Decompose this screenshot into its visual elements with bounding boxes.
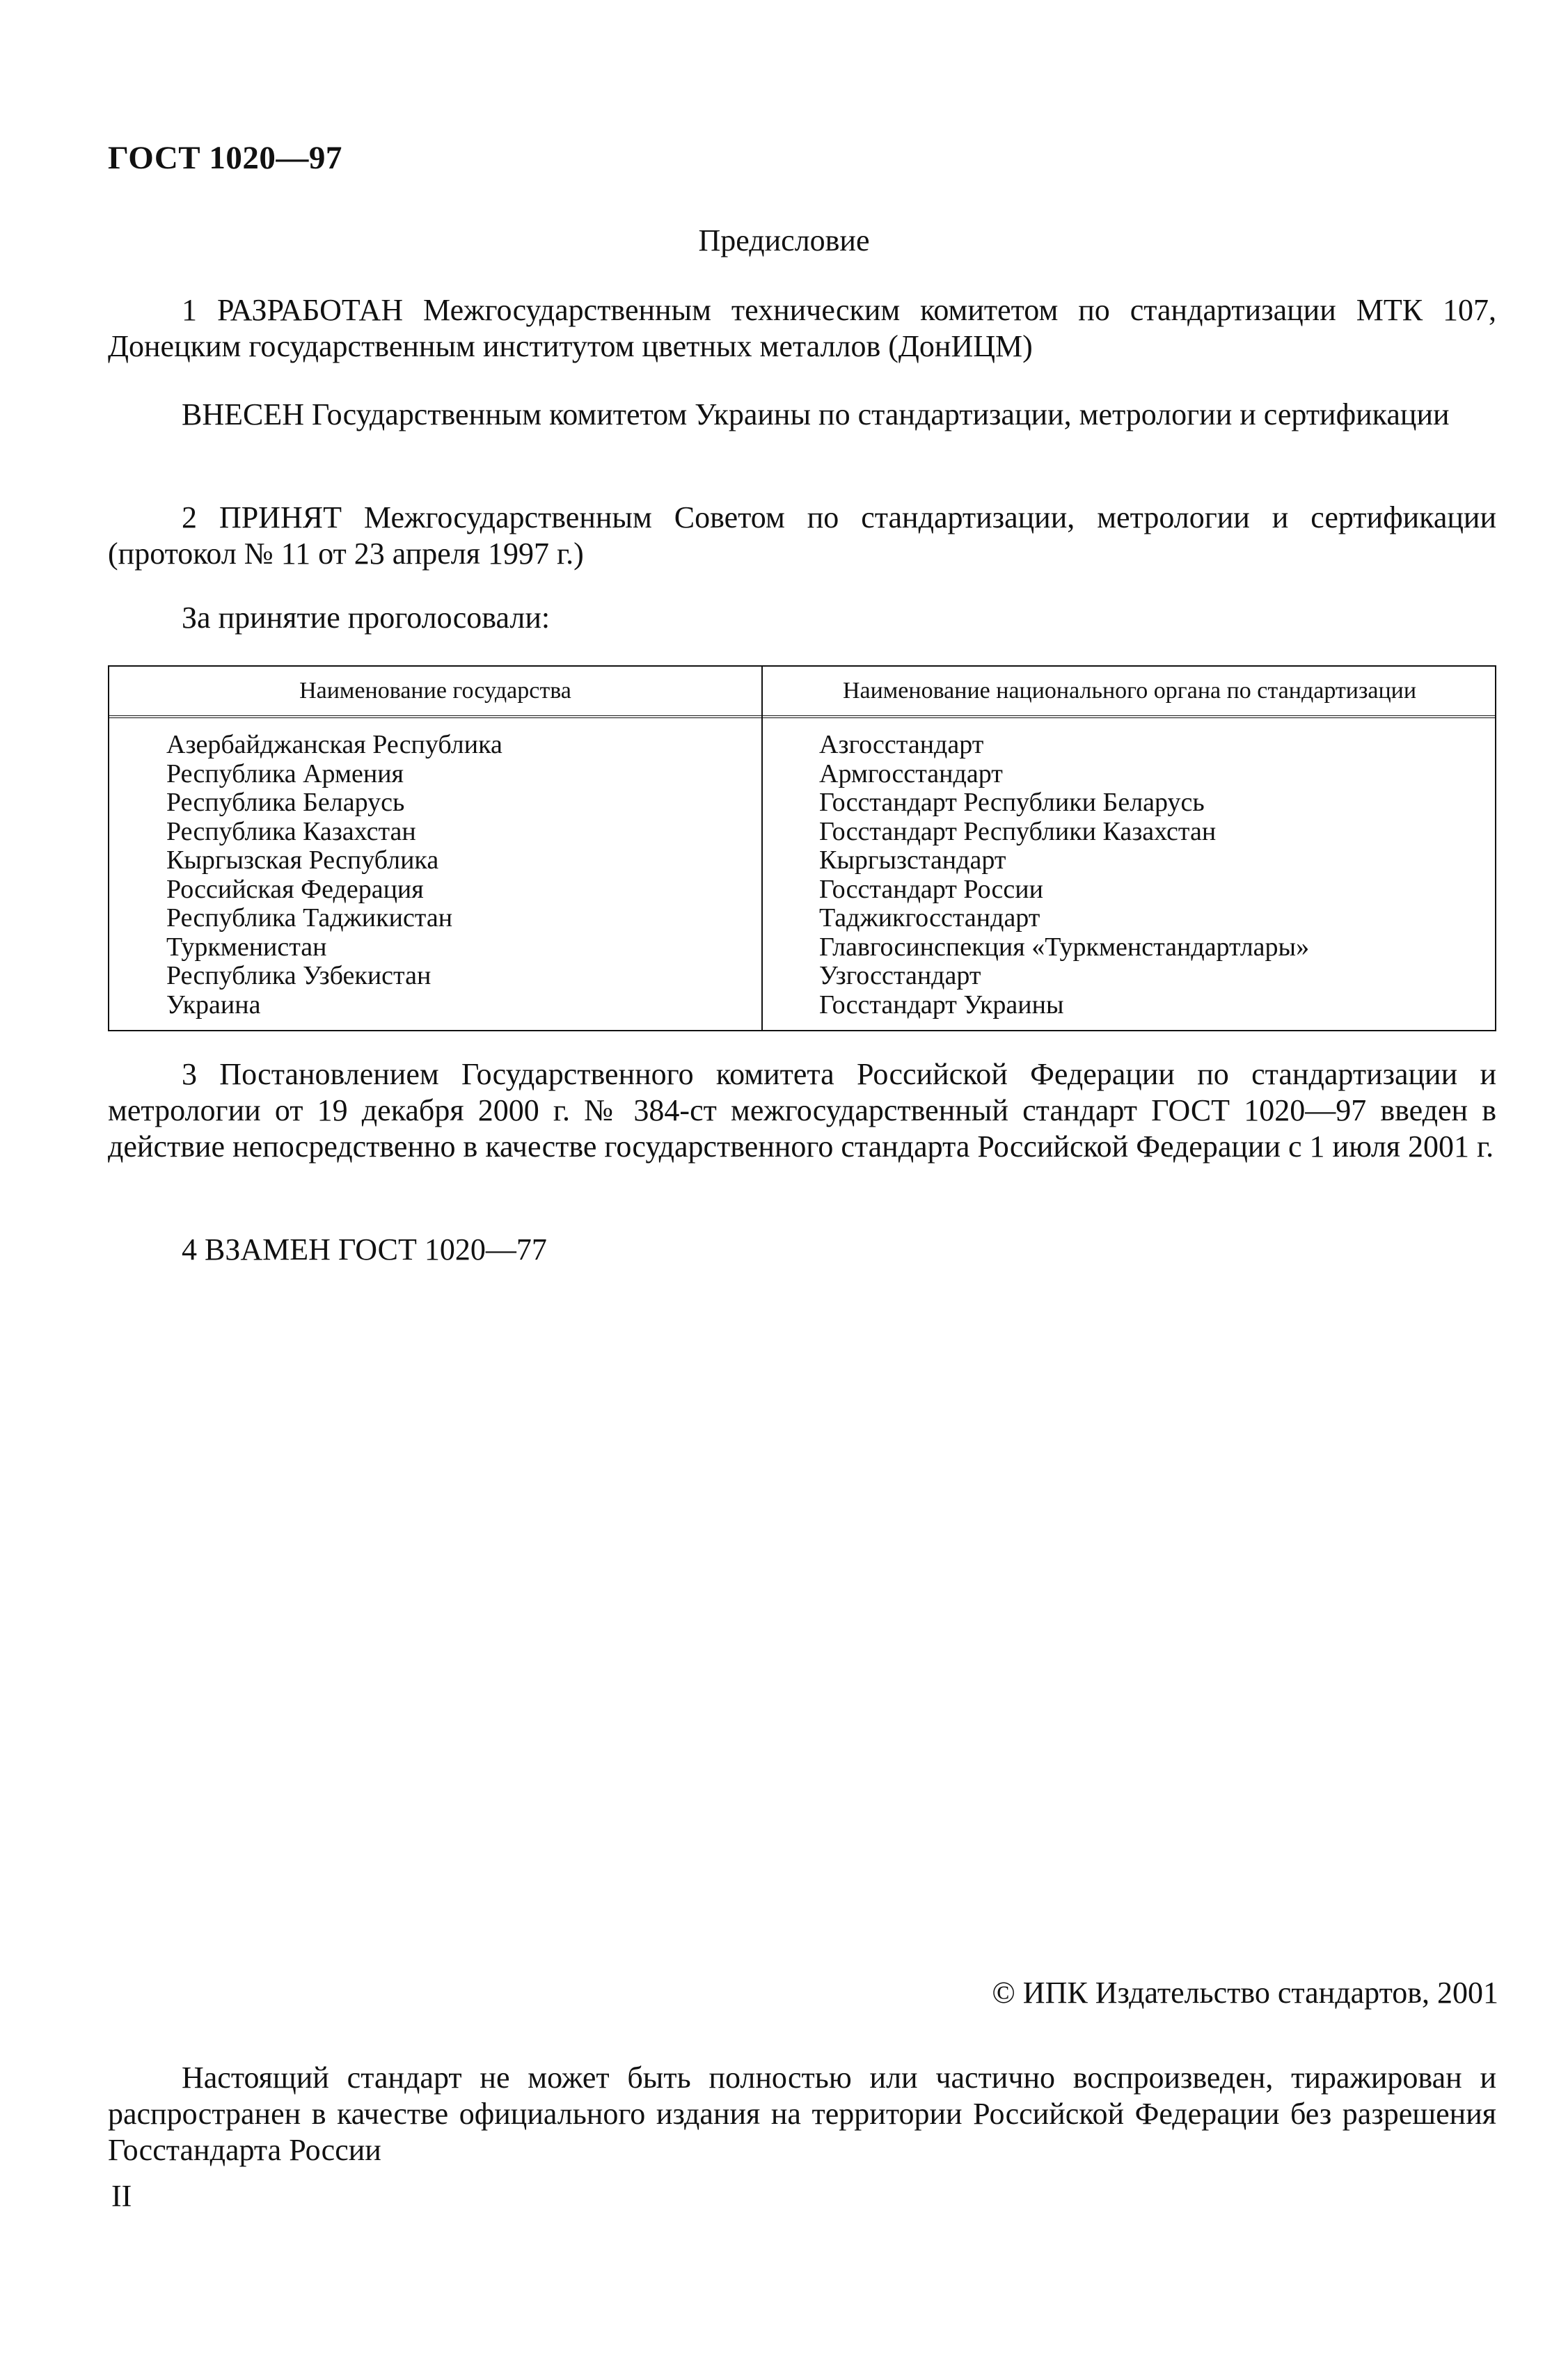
table-cell-state: Азербайджанская Республика	[166, 730, 502, 759]
page-number: II	[111, 2179, 132, 2213]
table-header-state: Наименование государства	[299, 678, 571, 704]
table-cell-national-body: Госстандарт Украины	[819, 990, 1064, 1019]
preface-title: Предисловие	[698, 223, 870, 257]
paragraph-developed-by: 1 РАЗРАБОТАН Межгосударственным техническим комитетом по стандартизации МТК 107, Донецким государственным институтом цветных металлов (ДонИЦМ)	[108, 293, 1496, 363]
paragraph-replaces: 4 ВЗАМЕН ГОСТ 1020—77	[182, 1232, 547, 1267]
paragraph-enacted: 3 Постановлением Государственного комитета Российской Федерации по стандартизации и метрологии от 19 декабря 2000 г. № 384-ст межгосударственный стандарт ГОСТ 1020—97 введен в действие непосредственно в качестве государственного стандарта Российской Федерации с 1 июля 2001 г.	[108, 1057, 1496, 1164]
table-column-divider	[761, 667, 763, 1030]
table-cell-state: Республика Беларусь	[166, 788, 405, 817]
table-cell-state: Кыргызская Республика	[166, 846, 439, 875]
table-column-states	[166, 731, 502, 1019]
table-header-national-body: Наименование национального органа по стандартизации	[842, 678, 1417, 704]
reproduction-notice: Настоящий стандарт не может быть полностью или частично воспроизведен, тиражирован и распространен в качестве официального издания на территории Российской Федерации без разрешения Госстандарта России	[108, 2061, 1496, 2167]
document-code: ГОСТ 1020—97	[108, 140, 342, 176]
copyright-line: © ИПК Издательство стандартов, 2001	[992, 1976, 1498, 2010]
table-cell-state: Российская Федерация	[166, 874, 424, 904]
table-cell-national-body: Госстандарт Республики Казахстан	[819, 816, 1217, 846]
table-cell-national-body: Армгосстандарт	[819, 759, 1003, 788]
paragraph-submitted-by: ВНЕСЕН Государственным комитетом Украины по стандартизации, метрологии и сертификации	[182, 397, 1450, 431]
voting-table	[108, 665, 1496, 1031]
table-cell-national-body: Азгосстандарт	[819, 730, 984, 759]
table-cell-national-body: Госстандарт России	[819, 874, 1043, 904]
table-cell-state: Республика Армения	[166, 759, 404, 788]
table-cell-state: Туркменистан	[166, 932, 327, 962]
table-cell-state: Республика Казахстан	[166, 816, 416, 846]
table-cell-state: Республика Таджикистан	[166, 903, 453, 932]
table-cell-state: Украина	[166, 990, 261, 1019]
table-cell-national-body: Узгосстандарт	[819, 961, 981, 990]
table-cell-national-body: Госстандарт Республики Беларусь	[819, 788, 1205, 817]
table-column-national-bodies	[819, 731, 1309, 1019]
table-cell-national-body: Кыргызстандарт	[819, 846, 1006, 875]
table-cell-state: Республика Узбекистан	[166, 961, 431, 990]
table-cell-national-body: Главгосинспекция «Туркменстандартлары»	[819, 932, 1310, 962]
table-cell-national-body: Таджикгосстандарт	[819, 903, 1040, 932]
paragraph-adopted-by: 2 ПРИНЯТ Межгосударственным Советом по стандартизации, метрологии и сертификации (протокол № 11 от 23 апреля 1997 г.)	[108, 500, 1496, 571]
paragraph-voted-for: За принятие проголосовали:	[182, 601, 551, 635]
